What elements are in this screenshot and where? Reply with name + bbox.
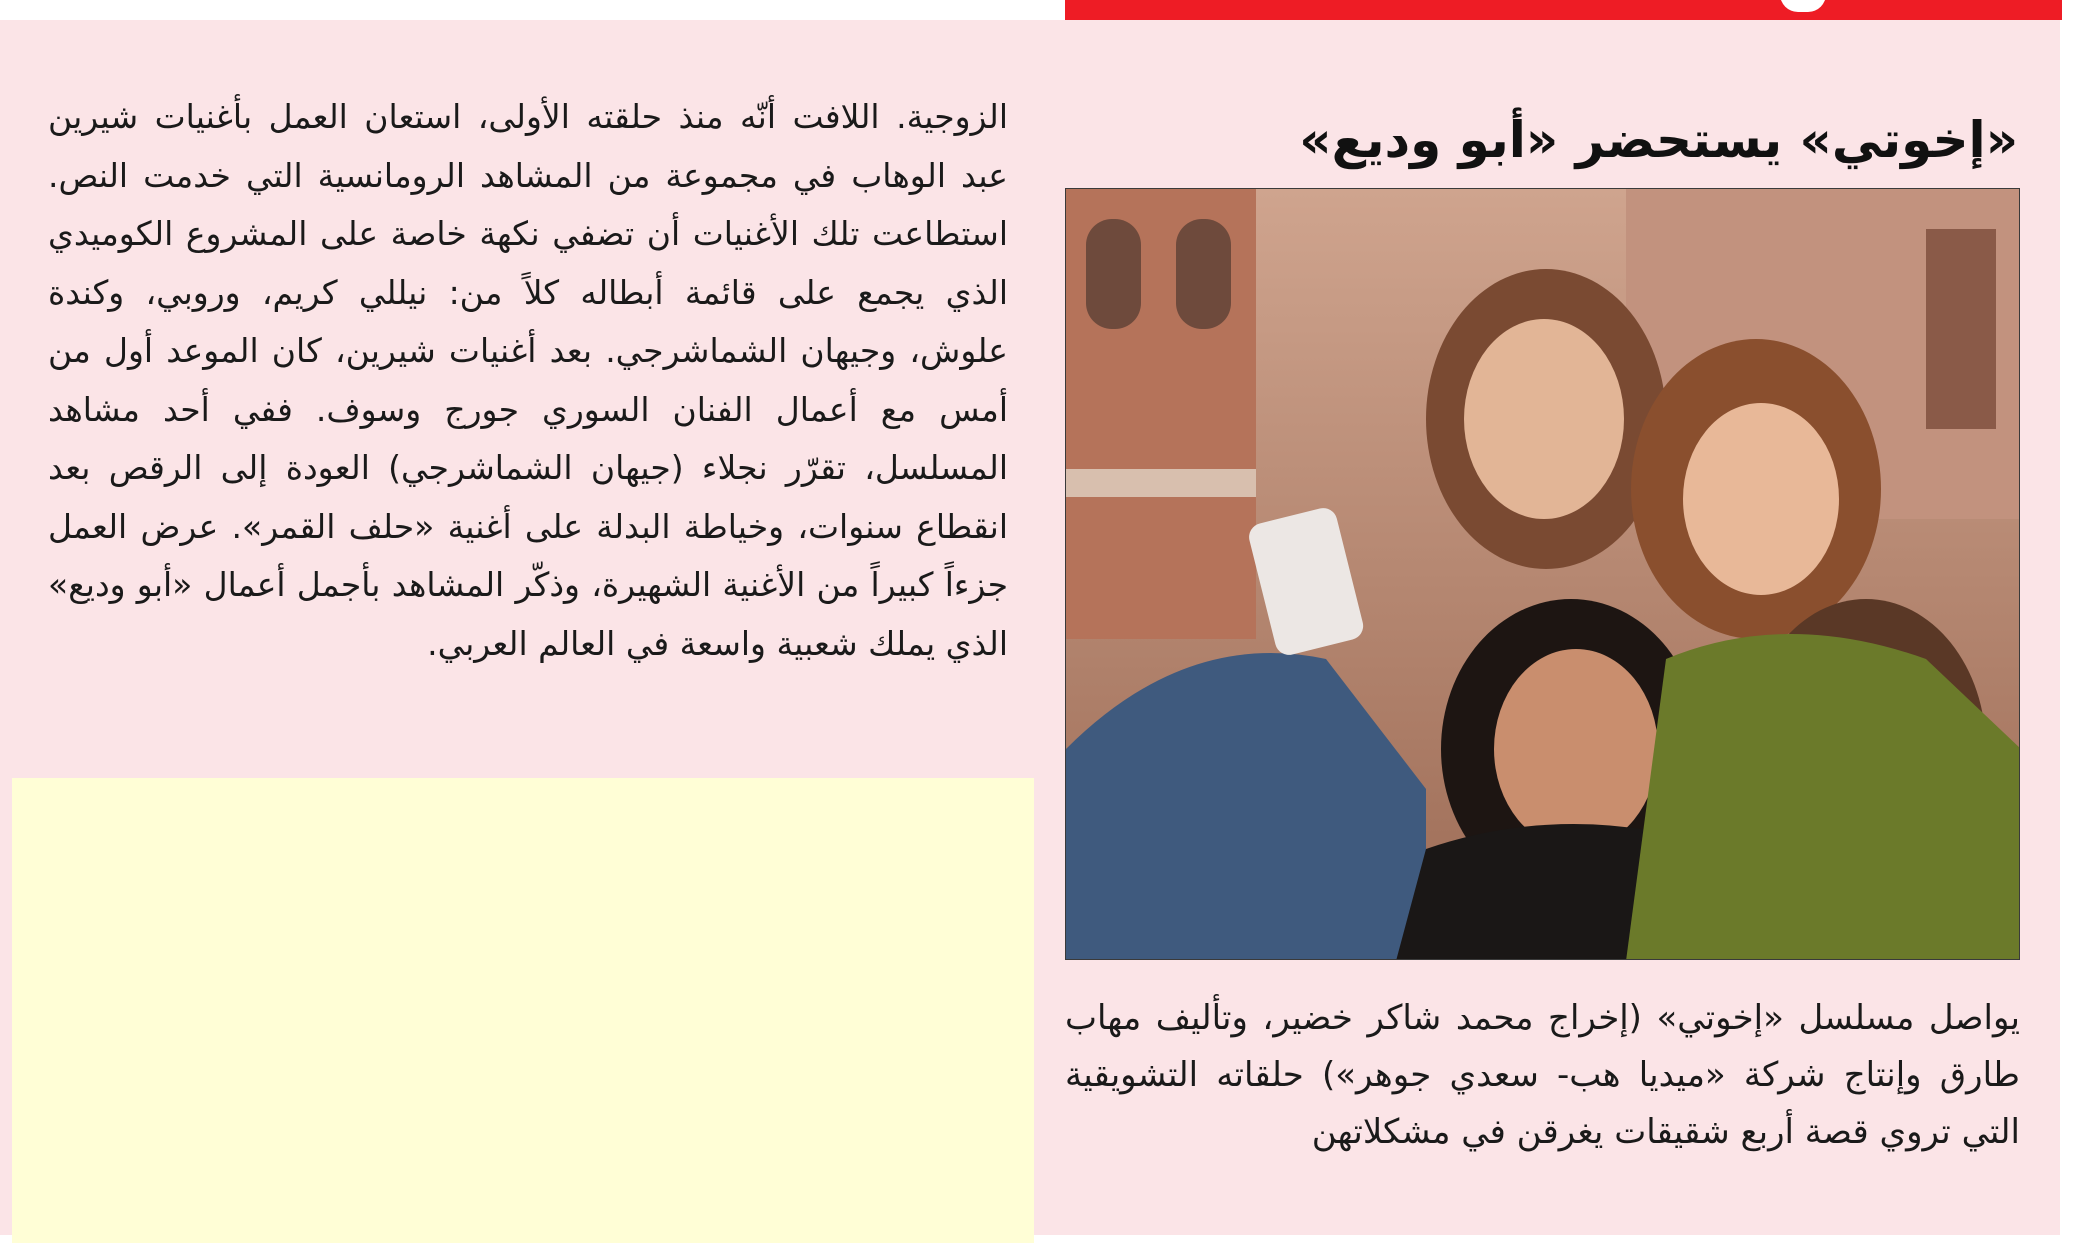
photo-caption: يواصل مسلسل «إخوتي» (إخراج محمد شاكر خضير، وتأليف مهاب طارق وإنتاج شركة «ميديا هب- سعدي جوهر») حلقاته التشويقية التي تروي قصة أربع شقيقات يغرقن في مشكلاتهن	[1065, 998, 2020, 1152]
page-margin	[2062, 0, 2095, 1243]
article-photo	[1065, 188, 2020, 960]
section-header-bar	[1065, 0, 2062, 20]
article-headline: «إخوتي» يستحضر «أبو وديع»	[1299, 111, 2018, 169]
article-body: الزوجية. اللافت أنّه منذ حلقته الأولى، استعان العمل بأغنيات شيرين عبد الوهاب في مجموعة من المشاهد الرومانسية التي خدمت النص. استطاعت تلك الأغنيات أن تضفي نكهة خاصة على المشروع الكوميدي الذي يجمع على قائمة أبطاله كلاً من: نيللي كريم، وروبي، وكندة علوش، وجيهان الشماشرجي. بعد أغنيات شيرين، كان الموعد أول من أمس مع أعمال الفنان السوري جورج وسوف. ففي أحد مشاهد المسلسل، تقرّر نجلاء (جيهان الشماشرجي) العودة إلى الرقص بعد انقطاع سنوات، وخياطة البدلة على أغنية «حلف القمر». عرض العمل جزءاً كبيراً من الأغنية الشهيرة، وذكّر المشاهد بأجمل أعمال «أبو وديع» الذي يملك شعبية واسعة في العالم العربي.	[48, 97, 1008, 663]
photo-placeholder-icon	[1066, 189, 2020, 960]
advertisement-placeholder	[12, 778, 1034, 1243]
